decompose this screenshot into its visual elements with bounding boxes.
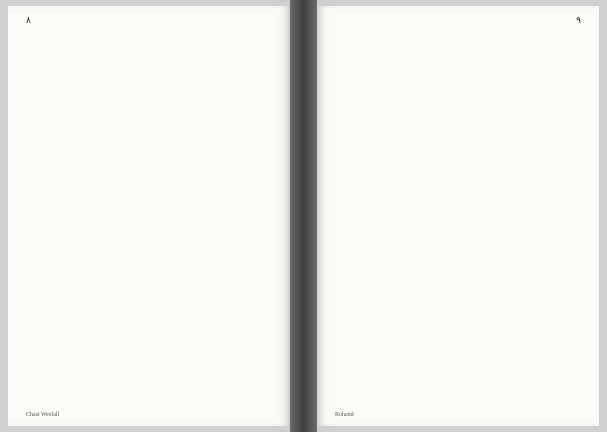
- right-page: [317, 6, 599, 426]
- right-page-header: ٩: [576, 16, 581, 26]
- left-page-footer: Chasi Wesfall: [26, 412, 60, 418]
- book-gutter: [290, 0, 317, 432]
- left-page: [8, 6, 290, 426]
- right-page-footer: Rohand: [335, 412, 354, 418]
- left-page-header: ٨: [26, 16, 31, 26]
